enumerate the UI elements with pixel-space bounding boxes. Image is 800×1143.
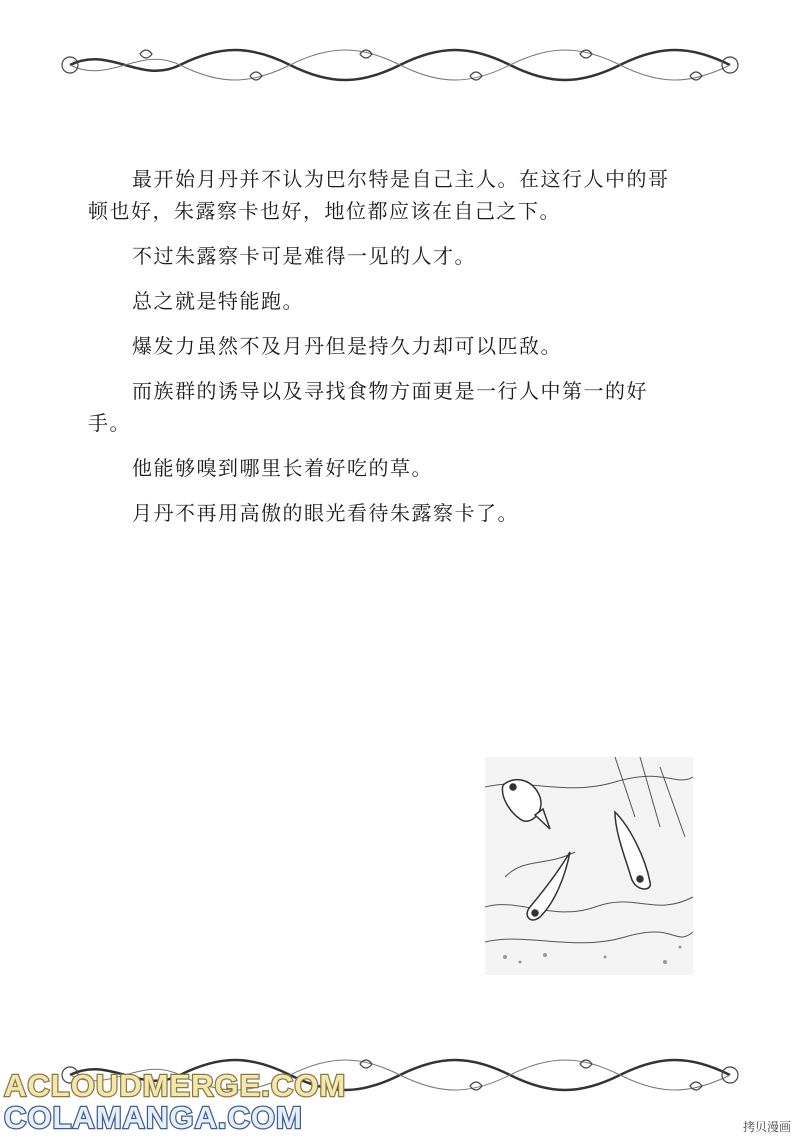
top-ornamental-border xyxy=(50,40,750,90)
watermark-colamanga: COLAMANGA.COM xyxy=(4,1100,303,1135)
paragraph-3: 总之就是特能跑。 xyxy=(132,289,304,313)
paragraph-6: 他能够嗅到哪里长着好吃的草。 xyxy=(132,456,433,480)
watermark-acloudmerge: ACLOUDMERGE.COM xyxy=(4,1068,347,1103)
paragraph-1: 最开始月丹并不认为巴尔特是自己主人。在这行人中的哥顿也好，朱露察卡也好，地位都应该在自己之下。 xyxy=(88,167,670,223)
fish-illustration xyxy=(485,757,693,975)
paragraph-7: 月丹不再用高傲的眼光看待朱露察卡了。 xyxy=(132,501,519,525)
corner-watermark: 拷贝漫画 xyxy=(740,1117,794,1136)
paragraph-4: 爆发力虽然不及月丹但是持久力却可以匹敌。 xyxy=(132,334,562,358)
story-text xyxy=(88,163,688,542)
paragraph-2: 不过朱露察卡可是难得一见的人才。 xyxy=(132,244,476,268)
paragraph-5: 而族群的诱导以及寻找食物方面更是一行人中第一的好手。 xyxy=(88,379,648,435)
